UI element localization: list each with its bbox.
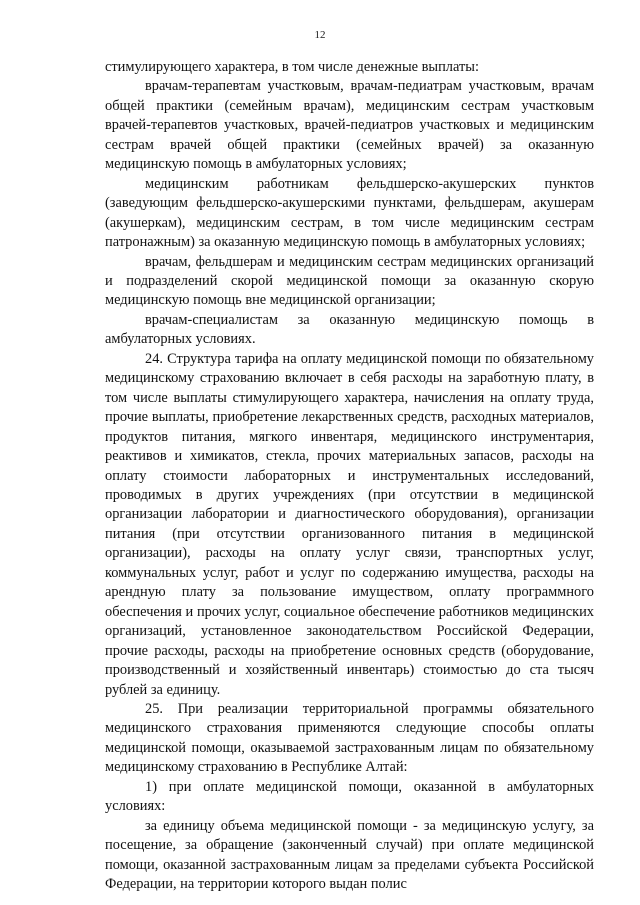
paragraph-specialists: врачам-специалистам за оказанную медицинскую помощь в амбулаторных условиях. <box>105 311 594 348</box>
paragraph-emergency-care: врачам, фельдшерам и медицинским сестрам медицинских организаций и подразделений скорой медицинской помощи за оказанную скорую медицинскую помощь вне медицинской организации; <box>105 253 594 309</box>
paragraph-feldsher-points: медицинским работникам фельдшерско-акушерских пунктов (заведующим фельдшерско-акушерскими пунктами, фельдшерам, акушерам (акушеркам), медицинским сестрам, в том числе медицинским сестрам патронажным) за оказанную медицинскую помощь в амбулаторных условиях; <box>105 175 594 251</box>
paragraph-unit-of-volume: за единицу объема медицинской помощи - за медицинскую услугу, за посещение, за обращение (законченный случай) при оплате медицинской помощи, оказанной застрахованным лицам за пределами субъекта Российской Федерации, на территории которого выдан полис <box>105 817 594 893</box>
paragraph-item-24: 24. Структура тарифа на оплату медицинской помощи по обязательному медицинскому страхованию включает в себя расходы на заработную плату, в том числе выплаты стимулирующего характера, начисления на оплату труда, прочие выплаты, приобретение лекарственных средств, расходных материалов, продуктов питания, мягкого инвентаря, медицинского инструментария, реактивов и химикатов, стекла, прочих материальных запасов, расходы на оплату стоимости лабораторных и инструментальных исследований, проводимых в других учреждениях (при отсутствии в медицинской организации лаборатории и диагностического оборудования), организации питания (при отсутствии организованного питания в медицинской организации), расходы на оплату услуг связи, транспортных услуг, коммунальных услуг, работ и услуг по содержанию имущества, расходы на арендную плату за пользование имуществом, оплату программного обеспечения и прочих услуг, социальное обеспечение работников медицинских организаций, установленное законодательством Российской Федерации, прочие расходы, расходы на приобретение основных средств (оборудование, производственный и хозяйственный инвентарь) стоимостью до ста тысяч рублей за единицу. <box>105 350 594 698</box>
paragraph-therapists: врачам-терапевтам участковым, врачам-педиатрам участковым, врачам общей практики (семейным врачам), медицинским сестрам участковым врачей-терапевтов участковых, врачей-педиатров участковых и медицинским сестрам врачей общей практики (семейных врачей) за оказанную медицинскую помощь в амбулаторных условиях; <box>105 78 594 173</box>
page-number: 12 <box>314 29 326 41</box>
paragraph-subitem-1: 1) при оплате медицинской помощи, оказанной в амбулаторных условиях: <box>105 778 594 815</box>
paragraph-item-25: 25. При реализации территориальной программы обязательного медицинского страхования применяются следующие способы оплаты медицинской помощи, оказываемой застрахованным лицам по обязательному медицинскому страхованию в Республике Алтай: <box>105 700 594 776</box>
document-body <box>105 58 594 894</box>
paragraph-continuation: стимулирующего характера, в том числе денежные выплаты: <box>105 59 479 75</box>
